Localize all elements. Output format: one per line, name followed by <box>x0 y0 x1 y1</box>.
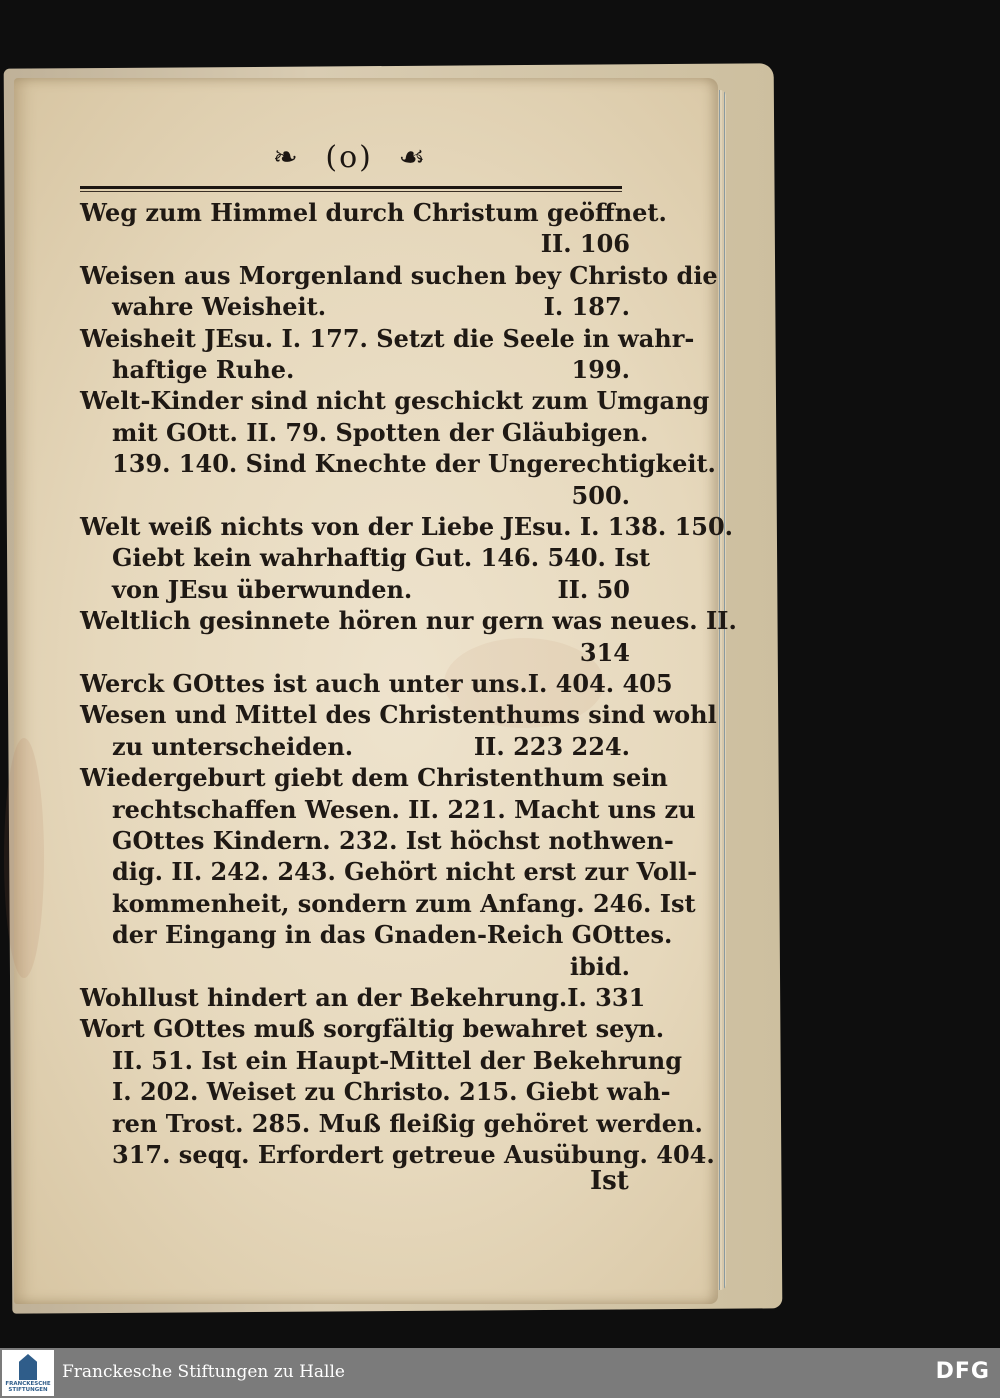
text-line <box>112 824 674 858</box>
text-line <box>80 1012 665 1046</box>
text-line <box>112 1044 683 1078</box>
text-line <box>112 1107 703 1141</box>
line-text: Werck GOttes ist auch unter uns. <box>80 669 528 698</box>
line-reference: II. 50 <box>557 574 630 604</box>
viewer-footer <box>0 1348 1000 1398</box>
page-header <box>80 140 620 180</box>
line-text: Weltlich gesinnete hören nur gern was neues. II. <box>80 606 737 636</box>
text-line <box>112 855 698 889</box>
text-line <box>112 541 651 575</box>
line-text: Welt weiß nichts von der Liebe JEsu. I. 138. 150. <box>80 512 734 541</box>
text-line <box>80 981 646 1015</box>
line-text: Weg zum Himmel durch Christum geöffnet. <box>80 198 667 227</box>
text-line <box>541 227 630 261</box>
line-text: wahre Weisheit. <box>112 292 327 322</box>
line-text: 317. seqq. Erfordert getreue Ausübung. 404. <box>112 1140 715 1169</box>
text-line <box>570 950 630 984</box>
line-text: der Eingang in das Gnaden-Reich GOttes. <box>112 920 673 950</box>
line-text: zu unterscheiden. <box>112 731 354 761</box>
text-line <box>80 698 717 732</box>
line-text: Wesen und Mittel des Christenthums sind wohl <box>80 700 717 730</box>
institution-name: Franckesche Stiftungen zu Halle <box>62 1362 345 1382</box>
line-text: Weisen aus Morgenland suchen bey Christo die <box>80 260 718 290</box>
line-text: von JEsu überwunden. <box>112 574 413 604</box>
text-line <box>112 573 630 607</box>
text-line <box>80 384 710 418</box>
line-text: mit GOtt. II. 79. Spotten der Gläubigen. <box>112 417 649 447</box>
line-text: Weisheit JEsu. I. 177. Setzt die Seele in wahr- <box>80 323 695 353</box>
text-line <box>80 259 718 293</box>
header-rule <box>80 186 622 192</box>
logo-icon <box>19 1354 37 1380</box>
line-text: I. 202. Weiset zu Christo. 215. Giebt wah- <box>112 1077 671 1107</box>
line-text: 139. 140. Sind Knechte der Ungerechtigkeit. <box>112 449 716 479</box>
catchword: Ist <box>590 1166 629 1196</box>
text-line <box>112 918 673 952</box>
text-line <box>112 793 696 827</box>
line-text: Wohllust hindert an der Bekehrung. <box>80 983 568 1012</box>
text-line <box>80 322 695 356</box>
line-reference: I. 404. 405 <box>527 669 673 698</box>
ornament-left-icon: ❧ <box>272 140 300 175</box>
ornament-right-icon: ☙ <box>398 140 428 175</box>
logo-text: FRANCKESCHE STIFTUNGEN <box>5 1381 51 1393</box>
line-text: Giebt kein wahrhaftig Gut. 146. 540. Ist <box>112 543 651 573</box>
line-text: Welt-Kinder sind nicht geschickt zum Umgang <box>80 386 710 416</box>
text-line <box>572 479 630 513</box>
text-line <box>80 510 734 544</box>
text-line <box>112 1138 715 1172</box>
text-line <box>112 730 630 764</box>
line-text: ibid. <box>569 951 630 981</box>
line-text: dig. II. 242. 243. Gehört nicht erst zur Voll- <box>112 857 698 887</box>
line-reference: 199. <box>571 355 630 384</box>
text-line <box>112 887 696 921</box>
line-text: 500. <box>571 480 630 510</box>
line-text: GOttes Kindern. 232. Ist höchst nothwen- <box>112 826 674 855</box>
text-line <box>112 447 716 481</box>
line-text: ren Trost. 285. Muß fleißig gehöret werden. <box>112 1108 703 1138</box>
page-number: (o) <box>325 140 373 175</box>
text-line <box>112 1075 671 1109</box>
text-line <box>112 290 630 324</box>
line-reference: I. 331 <box>567 983 646 1012</box>
line-text: Wiedergeburt giebt dem Christenthum sein <box>80 763 668 793</box>
text-line <box>580 636 630 670</box>
dfg-logo: DFG <box>935 1359 990 1384</box>
line-reference: I. 187. <box>543 292 630 322</box>
line-text: Wort GOttes muß sorgfältig bewahret seyn. <box>80 1014 665 1044</box>
text-line <box>112 353 630 387</box>
line-text: II. 51. Ist ein Haupt-Mittel der Bekehrung <box>112 1045 683 1075</box>
line-text: 314 <box>579 637 630 667</box>
line-text: rechtschaffen Wesen. II. 221. Macht uns zu <box>112 794 696 824</box>
line-text: kommenheit, sondern zum Anfang. 246. Ist <box>112 888 696 918</box>
line-text: II. 106 <box>540 229 630 259</box>
institution-logo <box>2 1350 54 1396</box>
text-line <box>80 604 737 638</box>
text-line <box>80 761 668 795</box>
text-line <box>80 667 673 701</box>
line-reference: II. 223 224. <box>473 731 630 761</box>
text-line <box>112 416 649 450</box>
line-text: haftige Ruhe. <box>112 355 295 384</box>
text-line <box>80 196 667 230</box>
